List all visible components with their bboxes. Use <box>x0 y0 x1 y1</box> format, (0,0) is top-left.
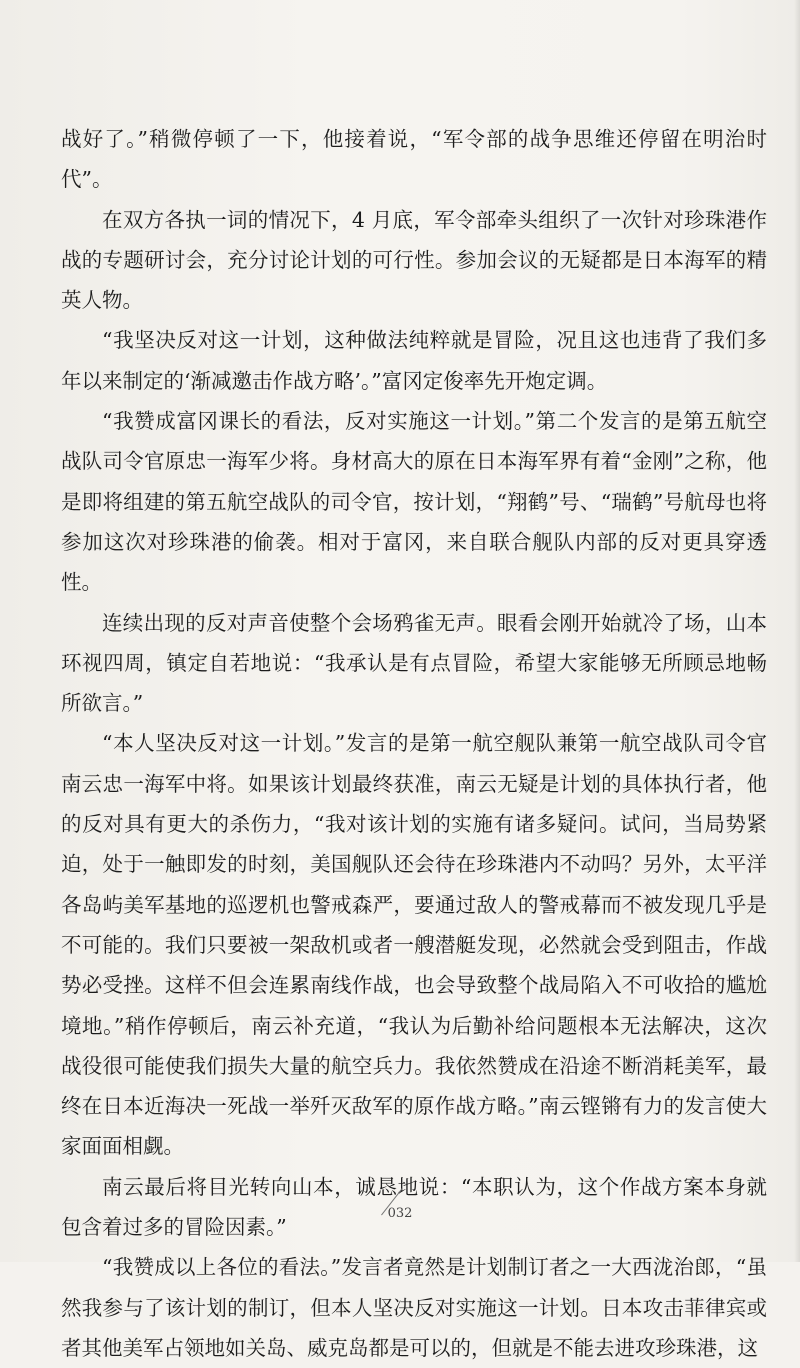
paragraph-2: 在双方各执一词的情况下，4 月底，军令部牵头组织了一次针对珍珠港作战的专题研讨会，充分讨论计划的可行性。参加会议的无疑都是日本海军的精英人物。 <box>61 207 767 313</box>
paragraph-4: “我赞成富冈课长的看法，反对实施这一计划。”第二个发言的是第五航空战队司令官原忠一海军少将。身材高大的原在日本海军界有着“金刚”之称，他是即将组建的第五航空战队的司令官，按计划，“翔鹤”号、“瑞鹤”号航母也将参加这次对珍珠港的偷袭。相对于富冈，来自联合舰队内部的反对更具穿透性。 <box>61 409 767 595</box>
body-text <box>61 119 767 1368</box>
paragraph-7: 南云最后将目光转向山本，诚恳地说：“本职认为，这个作战方案本身就包含着过多的冒险因素。” <box>61 1174 767 1240</box>
paragraph-3: “我坚决反对这一计划，这种做法纯粹就是冒险，况且这也违背了我们多年以来制定的‘渐减邀击作战方略’。”富冈定俊率先开炮定调。 <box>61 328 767 393</box>
paragraph-1: 战好了。”稍微停顿了一下，他接着说，“军令部的战争思维还停留在明治时代”。 <box>61 127 767 192</box>
paragraph-6: “本人坚决反对这一计划。”发言的是第一航空舰队兼第一航空战队司令官南云忠一海军中将。如果该计划最终获准，南云无疑是计划的具体执行者，他的反对具有更大的杀伤力，“我对该计划的实施有诸多疑问。试问，当局势紧迫，处于一触即发的时刻，美国舰队还会待在珍珠港内不动吗？另外，太平洋各岛屿美军基地的巡逻机也警戒森严，要通过敌人的警戒幕而不被发现几乎是不可能的。我们只要被一架敌机或者一艘潜艇发现，必然就会受到阻击，作战势必受挫。这样不但会连累南线作战，也会导致整个战局陷入不可收拾的尴尬境地。”稍作停顿后，南云补充道，“我认为后勤补给问题根本无法解决，这次战役很可能使我们损失大量的航空兵力。我依然赞成在沿途不断消耗美军，最终在日本近海决一死战一举歼灭敌军的原作战方略。”南云铿锵有力的发言使大家面面相觑。 <box>61 731 767 1159</box>
paragraph-8: “我赞成以上各位的看法。”发言者竟然是计划制订者之一大西泷治郎，“虽然我参与了该计划的制订，但本人坚决反对实施这一计划。日本攻击菲律宾或者其他美军占领地如关岛、威克岛都是可以的，但就是不能去进攻珍珠港，这 <box>61 1255 767 1360</box>
paragraph-5: 连续出现的反对声音使整个会场鸦雀无声。眼看会刚开始就冷了场，山本环视四周，镇定自若地说：“我承认是有点冒险，希望大家能够无所顾忌地畅所欲言。” <box>61 610 767 716</box>
page-number: 032 <box>387 1206 413 1221</box>
page-edge-shadow <box>794 0 800 1262</box>
